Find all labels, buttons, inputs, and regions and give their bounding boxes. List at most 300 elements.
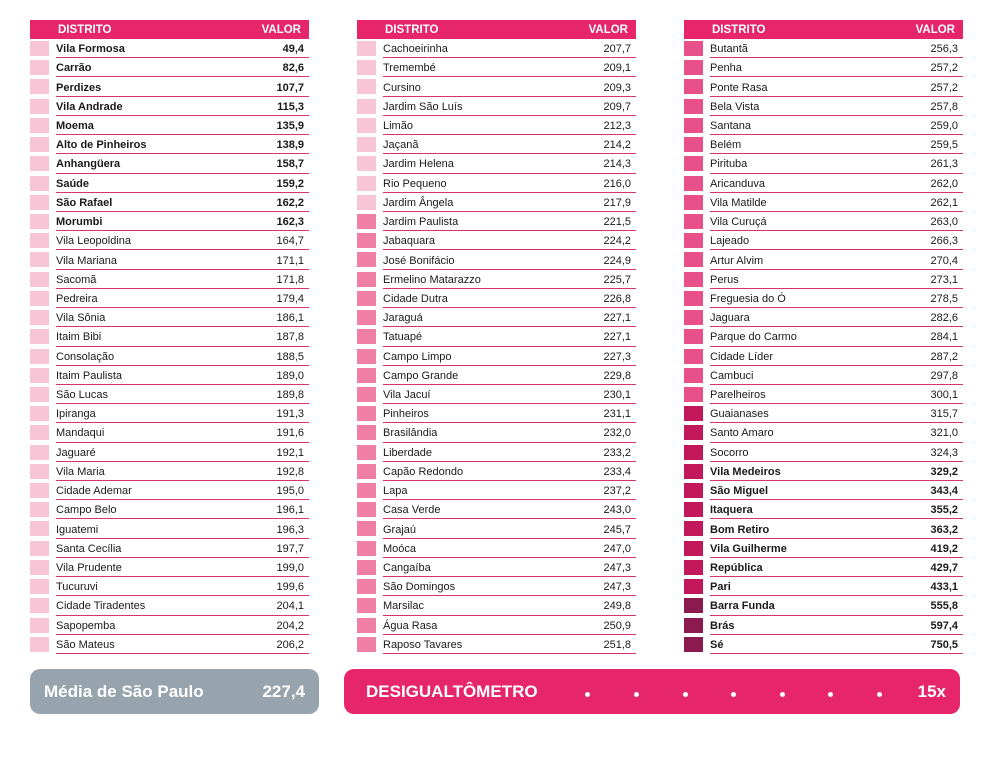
header-district: DISTRITO	[712, 23, 766, 36]
district-value: 433,1	[930, 581, 958, 594]
row-cell	[56, 154, 309, 173]
table-row	[357, 500, 636, 519]
row-cell	[383, 135, 636, 154]
row-cell	[710, 635, 963, 654]
district-value: 321,0	[930, 427, 958, 440]
color-swatch	[30, 272, 49, 287]
district-name: Itaim Paulista	[56, 369, 123, 382]
district-name: Anhangüera	[56, 158, 121, 171]
district-name: José Bonifácio	[383, 254, 455, 267]
table-row	[357, 193, 636, 212]
color-swatch	[684, 618, 703, 633]
table-row	[357, 596, 636, 615]
color-swatch	[684, 99, 703, 114]
district-value: 329,2	[930, 465, 958, 478]
district-value: 199,0	[276, 562, 304, 575]
color-swatch	[357, 214, 376, 229]
district-value: 189,0	[276, 369, 304, 382]
district-value: 49,4	[282, 43, 304, 56]
district-value: 204,2	[276, 619, 304, 632]
table-row	[684, 558, 963, 577]
district-name: Jaçanã	[383, 139, 419, 152]
district-name: Vila Matilde	[710, 196, 767, 209]
district-name: Jaguara	[710, 312, 750, 325]
table-row	[30, 308, 309, 327]
color-swatch	[684, 560, 703, 575]
district-value: 257,2	[930, 62, 958, 75]
table-row	[357, 519, 636, 538]
row-cell	[56, 481, 309, 500]
table-row	[30, 212, 309, 231]
row-cell	[56, 539, 309, 558]
district-value: 231,1	[603, 408, 631, 421]
row-cell	[383, 404, 636, 423]
district-value: 162,2	[276, 196, 304, 209]
district-value: 750,5	[930, 638, 958, 651]
color-swatch	[30, 349, 49, 364]
district-value: 227,1	[603, 331, 631, 344]
district-value: 261,3	[930, 158, 958, 171]
color-swatch	[30, 541, 49, 556]
district-value: 196,1	[276, 504, 304, 517]
header-district: DISTRITO	[58, 23, 112, 36]
table-row	[30, 231, 309, 250]
row-cell	[710, 423, 963, 442]
district-value: 257,8	[930, 100, 958, 113]
table-row	[357, 212, 636, 231]
row-cell	[56, 193, 309, 212]
row-cell	[56, 77, 309, 96]
table-row	[30, 577, 309, 596]
table-row	[30, 404, 309, 423]
district-value: 221,5	[603, 216, 631, 229]
district-name: Perdizes	[56, 81, 102, 94]
table-column-2	[357, 20, 636, 654]
district-value: 171,8	[276, 273, 304, 286]
district-value: 247,3	[603, 581, 631, 594]
header-value: VALOR	[915, 23, 955, 36]
district-name: Pinheiros	[383, 408, 429, 421]
dot	[683, 692, 688, 697]
table-row	[357, 616, 636, 635]
row-cell	[383, 39, 636, 58]
district-value: 115,3	[277, 100, 304, 113]
district-value: 278,5	[930, 292, 958, 305]
color-swatch	[684, 425, 703, 440]
row-cell	[383, 481, 636, 500]
table-row	[357, 443, 636, 462]
table-row	[357, 385, 636, 404]
row-cell	[56, 385, 309, 404]
row-cell	[56, 116, 309, 135]
district-value: 186,1	[276, 312, 304, 325]
color-swatch	[684, 310, 703, 325]
district-value: 216,0	[603, 177, 631, 190]
table-row	[357, 558, 636, 577]
table-row	[30, 270, 309, 289]
color-swatch	[357, 60, 376, 75]
row-cell	[383, 558, 636, 577]
color-swatch	[684, 521, 703, 536]
color-swatch	[30, 252, 49, 267]
district-name: Guaianases	[710, 408, 769, 421]
district-value: 233,4	[603, 465, 631, 478]
table-row	[30, 366, 309, 385]
row-cell	[710, 443, 963, 462]
district-value: 243,0	[603, 504, 631, 517]
table-row	[357, 58, 636, 77]
table-row	[357, 97, 636, 116]
table-column-3	[684, 20, 963, 654]
district-value: 214,2	[603, 139, 631, 152]
district-value: 259,0	[930, 119, 958, 132]
row-cell	[56, 462, 309, 481]
color-swatch	[357, 176, 376, 191]
table-row	[357, 135, 636, 154]
district-name: Parelheiros	[710, 389, 766, 402]
district-value: 209,7	[603, 100, 631, 113]
table-row	[30, 462, 309, 481]
color-swatch	[684, 252, 703, 267]
table-row	[357, 289, 636, 308]
district-value: 214,3	[603, 158, 631, 171]
district-value: 262,0	[930, 177, 958, 190]
color-swatch	[30, 99, 49, 114]
table-row	[357, 270, 636, 289]
table-row	[30, 193, 309, 212]
table-row	[30, 481, 309, 500]
district-name: São Mateus	[56, 638, 115, 651]
table-row	[30, 596, 309, 615]
color-swatch	[684, 598, 703, 613]
row-cell	[56, 270, 309, 289]
district-name: Aricanduva	[710, 177, 766, 190]
district-value: 191,3	[276, 408, 304, 421]
row-cell	[383, 462, 636, 481]
district-name: Tatuapé	[383, 331, 423, 344]
district-name: Vila Mariana	[56, 254, 117, 267]
district-name: Sapopemba	[56, 619, 116, 632]
district-value: 107,7	[276, 81, 304, 94]
district-value: 189,8	[276, 389, 304, 402]
district-name: Santana	[710, 119, 751, 132]
table-row	[357, 635, 636, 654]
district-name: Jardim Ângela	[383, 196, 454, 209]
row-cell	[710, 385, 963, 404]
district-value: 232,0	[603, 427, 631, 440]
row-cell	[56, 558, 309, 577]
district-value: 197,7	[276, 542, 304, 555]
table-row	[30, 116, 309, 135]
district-value: 191,6	[276, 427, 304, 440]
row-cell	[383, 289, 636, 308]
color-swatch	[684, 637, 703, 652]
row-cell	[56, 135, 309, 154]
color-swatch	[30, 368, 49, 383]
row-cell	[383, 443, 636, 462]
table-row	[30, 327, 309, 346]
color-swatch	[357, 579, 376, 594]
district-name: Cidade Líder	[710, 350, 773, 363]
color-swatch	[30, 483, 49, 498]
district-name: Vila Curuçá	[710, 216, 767, 229]
table-row	[684, 385, 963, 404]
average-value: 227,4	[262, 681, 305, 701]
table-row	[30, 423, 309, 442]
table-row	[684, 135, 963, 154]
table-row	[684, 596, 963, 615]
district-value: 247,3	[603, 562, 631, 575]
color-swatch	[357, 425, 376, 440]
district-name: Carrão	[56, 62, 92, 75]
table-row	[684, 289, 963, 308]
color-swatch	[684, 349, 703, 364]
color-swatch	[357, 560, 376, 575]
row-cell	[710, 577, 963, 596]
row-cell	[710, 250, 963, 269]
table-row	[684, 366, 963, 385]
district-value: 187,8	[276, 331, 304, 344]
district-value: 343,4	[930, 485, 958, 498]
row-cell	[710, 327, 963, 346]
table-row	[684, 154, 963, 173]
color-swatch	[30, 233, 49, 248]
district-value: 217,9	[603, 196, 631, 209]
table-row	[684, 116, 963, 135]
district-value: 226,8	[603, 292, 631, 305]
color-swatch	[357, 137, 376, 152]
district-name: Saúde	[56, 177, 90, 190]
district-value: 247,0	[603, 542, 631, 555]
color-swatch	[684, 387, 703, 402]
district-value: 171,1	[276, 254, 304, 267]
color-swatch	[357, 252, 376, 267]
table-row	[30, 519, 309, 538]
row-cell	[710, 135, 963, 154]
table-row	[684, 616, 963, 635]
district-value: 224,2	[603, 235, 631, 248]
district-value: 195,0	[276, 485, 304, 498]
district-value: 196,3	[276, 523, 304, 536]
table-row	[30, 58, 309, 77]
row-cell	[710, 519, 963, 538]
color-swatch	[684, 176, 703, 191]
color-swatch	[30, 387, 49, 402]
district-name: Lajeado	[710, 235, 750, 248]
district-name: Moóca	[383, 542, 417, 555]
color-swatch	[30, 579, 49, 594]
row-cell	[383, 116, 636, 135]
district-name: Consolação	[56, 350, 115, 363]
table-row	[684, 193, 963, 212]
color-swatch	[684, 291, 703, 306]
color-swatch	[684, 156, 703, 171]
district-value: 227,3	[603, 350, 631, 363]
row-cell	[383, 500, 636, 519]
district-name: Vila Guilherme	[710, 542, 787, 555]
color-swatch	[357, 99, 376, 114]
district-name: Raposo Tavares	[383, 638, 463, 651]
row-cell	[56, 212, 309, 231]
color-swatch	[357, 156, 376, 171]
table-row	[684, 308, 963, 327]
district-name: Vila Sônia	[56, 312, 106, 325]
color-swatch	[30, 598, 49, 613]
color-swatch	[684, 368, 703, 383]
row-cell	[383, 327, 636, 346]
dot	[731, 692, 736, 697]
color-swatch	[357, 521, 376, 536]
district-value: 158,7	[276, 158, 304, 171]
district-value: 256,3	[930, 43, 958, 56]
district-name: Itaquera	[710, 504, 753, 517]
row-cell	[56, 616, 309, 635]
dot	[585, 692, 590, 697]
row-cell	[710, 308, 963, 327]
color-swatch	[684, 502, 703, 517]
dot	[634, 692, 639, 697]
district-name: Rio Pequeno	[383, 177, 447, 190]
district-name: Cachoeirinha	[383, 43, 448, 56]
color-swatch	[357, 637, 376, 652]
district-value: 209,1	[603, 62, 631, 75]
district-name: Limão	[383, 119, 413, 132]
district-name: São Lucas	[56, 389, 108, 402]
row-cell	[383, 97, 636, 116]
district-name: Ermelino Matarazzo	[383, 273, 481, 286]
district-value: 229,8	[603, 369, 631, 382]
color-swatch	[684, 406, 703, 421]
table-row	[30, 616, 309, 635]
header-district: DISTRITO	[385, 23, 439, 36]
desig-value: 15x	[917, 681, 946, 701]
district-name: Capão Redondo	[383, 465, 464, 478]
row-cell	[56, 289, 309, 308]
district-value: 419,2	[930, 542, 958, 555]
row-cell	[383, 250, 636, 269]
district-value: 315,7	[930, 408, 958, 421]
district-value: 188,5	[276, 350, 304, 363]
color-swatch	[30, 560, 49, 575]
row-cell	[710, 77, 963, 96]
district-name: Moema	[56, 119, 94, 132]
district-value: 249,8	[603, 600, 631, 613]
row-cell	[56, 443, 309, 462]
row-cell	[710, 462, 963, 481]
district-name: São Domingos	[383, 581, 456, 594]
table-row	[357, 308, 636, 327]
district-value: 284,1	[930, 331, 958, 344]
row-cell	[383, 193, 636, 212]
color-swatch	[684, 541, 703, 556]
district-name: Água Rasa	[383, 619, 438, 632]
row-cell	[383, 308, 636, 327]
district-value: 212,3	[603, 119, 631, 132]
row-cell	[56, 519, 309, 538]
table-row	[684, 443, 963, 462]
district-value: 324,3	[930, 446, 958, 459]
color-swatch	[684, 329, 703, 344]
district-name: Belém	[710, 139, 742, 152]
row-cell	[383, 212, 636, 231]
color-swatch	[357, 329, 376, 344]
district-name: Vila Formosa	[56, 43, 125, 56]
district-name: Brasilândia	[383, 427, 438, 440]
table-header	[30, 20, 309, 39]
row-cell	[383, 270, 636, 289]
table-row	[357, 481, 636, 500]
district-value: 263,0	[930, 216, 958, 229]
district-value: 355,2	[930, 504, 958, 517]
table-row	[357, 39, 636, 58]
desig-label: DESIGUALTÔMETRO	[366, 681, 538, 701]
district-value: 192,1	[276, 446, 304, 459]
district-name: Cidade Dutra	[383, 292, 448, 305]
color-swatch	[357, 41, 376, 56]
row-cell	[383, 347, 636, 366]
district-value: 227,1	[603, 312, 631, 325]
table-row	[357, 116, 636, 135]
district-value: 192,8	[276, 465, 304, 478]
district-name: Sacomã	[56, 273, 97, 286]
district-value: 287,2	[930, 350, 958, 363]
row-cell	[710, 270, 963, 289]
district-value: 429,7	[930, 562, 958, 575]
header-value: VALOR	[588, 23, 628, 36]
row-cell	[383, 77, 636, 96]
district-name: Vila Jacuí	[383, 389, 431, 402]
row-cell	[56, 423, 309, 442]
color-swatch	[684, 79, 703, 94]
table-row	[30, 443, 309, 462]
row-cell	[710, 39, 963, 58]
color-swatch	[30, 291, 49, 306]
district-value: 206,2	[276, 638, 304, 651]
district-name: Cidade Tiradentes	[56, 600, 146, 613]
district-name: Santo Amaro	[710, 427, 774, 440]
district-name: Santa Cecília	[56, 542, 122, 555]
district-value: 297,8	[930, 369, 958, 382]
district-value: 138,9	[276, 139, 304, 152]
table-row	[684, 539, 963, 558]
district-name: Bom Retiro	[710, 523, 770, 536]
table-row	[357, 174, 636, 193]
district-value: 262,1	[930, 196, 958, 209]
district-name: Lapa	[383, 485, 408, 498]
color-swatch	[357, 368, 376, 383]
district-value: 164,7	[276, 235, 304, 248]
color-swatch	[30, 41, 49, 56]
table-row	[357, 404, 636, 423]
table-row	[30, 500, 309, 519]
district-name: República	[710, 562, 763, 575]
district-name: Cidade Ademar	[56, 485, 132, 498]
district-name: Jardim São Luís	[383, 100, 463, 113]
row-cell	[710, 539, 963, 558]
district-name: Marsilac	[383, 600, 424, 613]
district-value: 237,2	[603, 485, 631, 498]
table-row	[684, 519, 963, 538]
color-swatch	[684, 60, 703, 75]
average-box	[30, 669, 319, 714]
row-cell	[383, 519, 636, 538]
district-name: Jardim Paulista	[383, 216, 459, 229]
table-row	[30, 250, 309, 269]
color-swatch	[30, 176, 49, 191]
district-value: 159,2	[276, 177, 304, 190]
district-name: Pedreira	[56, 292, 98, 305]
color-swatch	[357, 233, 376, 248]
